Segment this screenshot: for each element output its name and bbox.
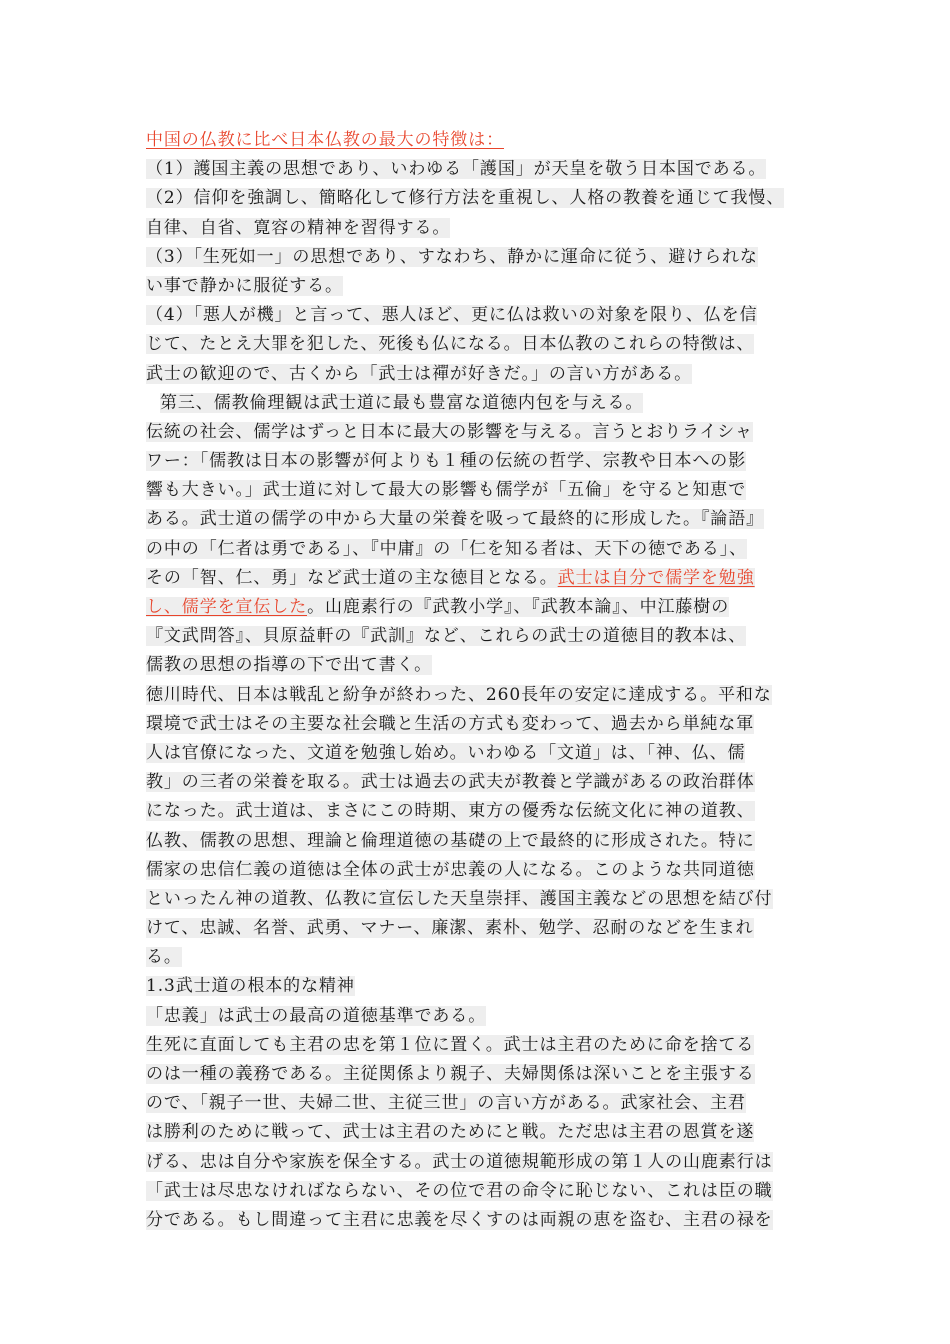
text-line: 第三、儒教倫理観は武士道に最も豊富な道徳内包を与える。 bbox=[160, 392, 644, 413]
text-line: 伝統の社会、儒学はずっと日本に最大の影響を与える。言うとおりライシャ bbox=[146, 421, 753, 442]
text-line: 自律、自省、寛容の精神を習得する。 bbox=[146, 217, 451, 238]
text-line: い事で静かに服従する。 bbox=[146, 275, 343, 296]
text-line: になった。武士道は、まさにこの時期、東方の優秀な伝統文化に神の道教、 bbox=[146, 801, 755, 822]
text-line: 環境で武士はその主要な社会職と生活の方式も変わって、過去から単純な軍 bbox=[146, 713, 755, 734]
highlighted-phrase: 武士は自分で儒学を勉強 bbox=[557, 567, 755, 588]
text-line: のは一種の義務である。主従関係より親子、夫婦関係は深いことを主張する bbox=[146, 1064, 755, 1084]
text-line: （3）「生死如一」の思想であり、すなわち、静かに運命に従う、避けられな bbox=[146, 246, 758, 267]
text-line: 『文武問答』、貝原益軒の『武訓』など、これらの武士の道徳目的教本は、 bbox=[146, 626, 747, 647]
text-line: 仏教、儒教の思想、理論と倫理道徳の基礎の上で最終的に形成された。特に bbox=[146, 830, 755, 851]
text-line: けて、忠誠、名誉、武勇、マナー、廉潔、素朴、勉学、忍耐のなどを生まれ bbox=[146, 918, 754, 939]
text-line: 「武士は尽忠なければならない、その位で君の命令に恥じない、これは臣の職 bbox=[146, 1180, 773, 1201]
text-line: 武士の歓迎ので、古くから「武士は禪が好きだ。」の言い方がある。 bbox=[146, 363, 693, 384]
section-heading: 1.3武士道の根本的な精神 bbox=[146, 976, 355, 997]
text-line: その「智、仁、勇」など武士道の主な徳目となる。武士は自分で儒学を勉強 bbox=[146, 567, 755, 588]
heading-line bbox=[146, 126, 814, 155]
text-line: 響も大きい。」武士道に対して最大の影響も儒学が「五倫」を守ると知恵で bbox=[146, 480, 747, 501]
text-line: る。 bbox=[146, 947, 182, 968]
text-line: 生死に直面しても主君の忠を第１位に置く。武士は主君のために命を捨てる bbox=[146, 1034, 755, 1055]
text-line: 「忠義」は武士の最高の道徳基準である。 bbox=[146, 1005, 487, 1026]
highlighted-phrase: し、儒学を宣伝した bbox=[146, 597, 308, 617]
text-line: 教」の三者の栄養を取る。武士は過去の武夫が教養と学識があるの政治群体 bbox=[146, 772, 755, 793]
document-body bbox=[146, 126, 814, 1235]
text-line: 人は官僚になった、文道を勉強し始め。いわゆる「文道」は、「神、仏、儒 bbox=[146, 742, 746, 763]
text-line: （4）「悪人が機」と言って、悪人ほど、更に仏は救いの対象を限り、仏を信 bbox=[146, 305, 758, 326]
text-line: （2）信仰を強調し、簡略化して修行方法を重視し、人格の教養を通じて我慢、 bbox=[146, 188, 785, 209]
text-line: 徳川時代、日本は戦乱と紛争が終わった、260長年の安定に達成する。平和な bbox=[146, 684, 772, 705]
text-line: といったん神の道教、仏教に宣伝した天皇崇拝、護国主義などの思想を結び付 bbox=[146, 888, 773, 909]
text-line: ワー：「儒教は日本の影響が何よりも１種の伝統の哲学、宗教や日本への影 bbox=[146, 451, 747, 472]
text-line: じて、たとえ大罪を犯した、死後も仏になる。日本仏教のこれらの特徴は、 bbox=[146, 334, 755, 355]
text-line: 儒家の忠信仁義の道徳は全体の武士が忠義の人になる。このような共同道徳 bbox=[146, 859, 755, 880]
text-line: （1）護国主義の思想であり、いわゆる「護国」が天皇を敬う日本国である。 bbox=[146, 159, 767, 180]
text-line: の中の「仁者は勇である」、『中庸』の「仁を知る者は、天下の徳である」、 bbox=[146, 538, 747, 559]
text-line: ある。武士道の儒学の中から大量の栄養を吸って最終的に形成した。『論語』 bbox=[146, 509, 764, 530]
document-heading: 中国の仏教に比べ日本仏教の最大の特徴は： bbox=[146, 130, 504, 150]
text-line: げる、忠は自分や家族を保全する。武士の道徳規範形成の第１人の山鹿素行は bbox=[146, 1151, 773, 1172]
text-line: し、儒学を宣伝した。山鹿素行の『武教小学』、『武教本論』、中江藤樹の bbox=[146, 597, 730, 617]
text-line: ので、「親子一世、夫婦二世、主従三世」の言い方がある。武家社会、主君 bbox=[146, 1093, 746, 1114]
text-line: 儒教の思想の指導の下で出て書く。 bbox=[146, 655, 433, 676]
text-line: は勝利のために戦って、武士は主君のためにと戦。ただ忠は主君の恩賞を遂 bbox=[146, 1122, 755, 1143]
text-line: 分である。もし間違って主君に忠義を尽くすのは両親の恵を盗む、主君の禄を bbox=[146, 1209, 773, 1230]
